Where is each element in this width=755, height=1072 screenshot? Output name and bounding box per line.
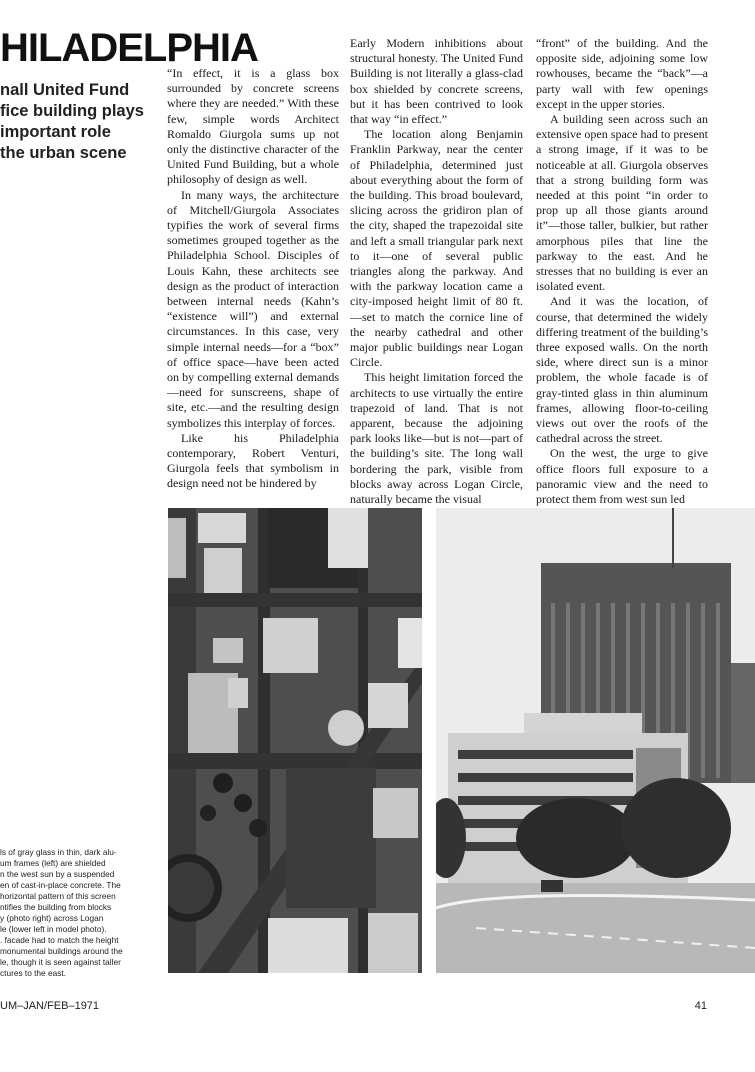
deck-line: the urban scene: [0, 144, 127, 162]
paragraph: In many ways, the architecture of Mitchell/Giurgola Associates typifies the work of several firms sometimes grouped together as the Philadelphia School. Disciples of Louis Kahn, these architects see design as the product of interaction between internal needs (Kahn’s “existence will”) and external circumstances. In this case, very simple internal needs—for a “box” of office space—have been acted on by compelling external demands—need for sunscreens, shape of site, etc.—and the resulting design symbolizes this interplay of forces.: [167, 187, 339, 430]
page-title: HILADELPHIA: [0, 26, 258, 70]
footer-issue: UM–JAN/FEB–1971: [0, 1000, 100, 1012]
caption-line: horizontal pattern of this screen: [0, 891, 116, 901]
caption-line: n the west sun by a suspended: [0, 869, 115, 879]
deck-line: nall United Fund: [0, 81, 130, 99]
paragraph: This height limitation forced the architects to use virtually the entire trapezoid of land. That is not apparent, because the adjoining park looks like—but is not—part of the building’s site. The long wall bordering the park, visible from blocks away across Logan Circle, naturally became the visual: [350, 370, 523, 507]
paragraph: On the west, the urge to give office floors full exposure to a panoramic view and the need to protect them from west sun led: [536, 446, 708, 507]
deck-line: fice building plays: [0, 102, 144, 120]
paragraph: Early Modern inhibitions about structural honesty. The United Fund Building is not literally a glass-clad box shielded by concrete screens, but it has been contrived to look that way “in effect.”: [350, 36, 523, 127]
paragraph: “In effect, it is a glass box surrounded by concrete screens where they are needed.” With these few, simple words Architect Romaldo Giurgola sums up not only the distinctive character of the United Fund Building, but a whole philosophy of design as well.: [167, 66, 339, 187]
building-photo: [436, 508, 755, 973]
site-model-photo: [168, 508, 422, 973]
caption-line: en of cast-in-place concrete. The: [0, 880, 121, 890]
subtitle-deck: [0, 80, 158, 164]
caption-line: y (photo right) across Logan: [0, 913, 104, 923]
page-number: 41: [694, 1000, 707, 1012]
paragraph: A building seen across such an extensive open space had to present a strong image, if it was to be noticeable at all. Giurgola observes that a strong building form was needed at this point “in order to prop up all those giants around it”—those taller, bulkier, but rather amorphous piles that line the parkway to the east. And he stresses that no building is ever an isolated event.: [536, 112, 708, 294]
paragraph: The location along Benjamin Franklin Parkway, near the center of Philadelphia, determined just about everything about the form of the building. This broad boulevard, slicing across the gridiron plan of the city, shaped the trapezoidal site and left a small triangular park next to it—one of several public triangles along the parkway. And with the parkway location came a city-imposed height limit of 80 ft.—set to match the cornice line of the nearby cathedral and other major public buildings near Logan Circle.: [350, 127, 523, 370]
paragraph: “front” of the building. And the opposite side, adjoining some low rowhouses, became the “back”—a party wall with few openings except in the upper stories.: [536, 36, 708, 111]
caption-line: ls of gray glass in thin, dark alu-: [0, 847, 117, 857]
caption-line: ctures to the east.: [0, 968, 66, 978]
caption-line: ntifies the building from blocks: [0, 902, 112, 912]
caption-line: le, though it is seen against taller: [0, 957, 121, 967]
caption-line: um frames (left) are shielded: [0, 858, 106, 868]
paragraph: Like his Philadelphia contemporary, Robert Venturi, Giurgola feels that symbolism in design need not be hindered by: [167, 430, 339, 491]
text-column-1: [167, 66, 339, 492]
deck-line: important role: [0, 123, 111, 141]
caption-line: le (lower left in model photo).: [0, 924, 107, 934]
paragraph: And it was the location, of course, that determined the widely differing treatment of the building’s three exposed walls. On the north side, where direct sun is a minor problem, the whole facade is of gray-tinted glass in thin aluminum frames, allowing floor-to-ceiling views out over the roofs of the cathedral across the street.: [536, 294, 708, 446]
text-column-3: [536, 36, 708, 507]
text-column-2: [350, 36, 523, 507]
photo-caption: [0, 847, 155, 979]
caption-line: . facade had to match the height: [0, 935, 119, 945]
caption-line: monumental buildings around the: [0, 946, 123, 956]
